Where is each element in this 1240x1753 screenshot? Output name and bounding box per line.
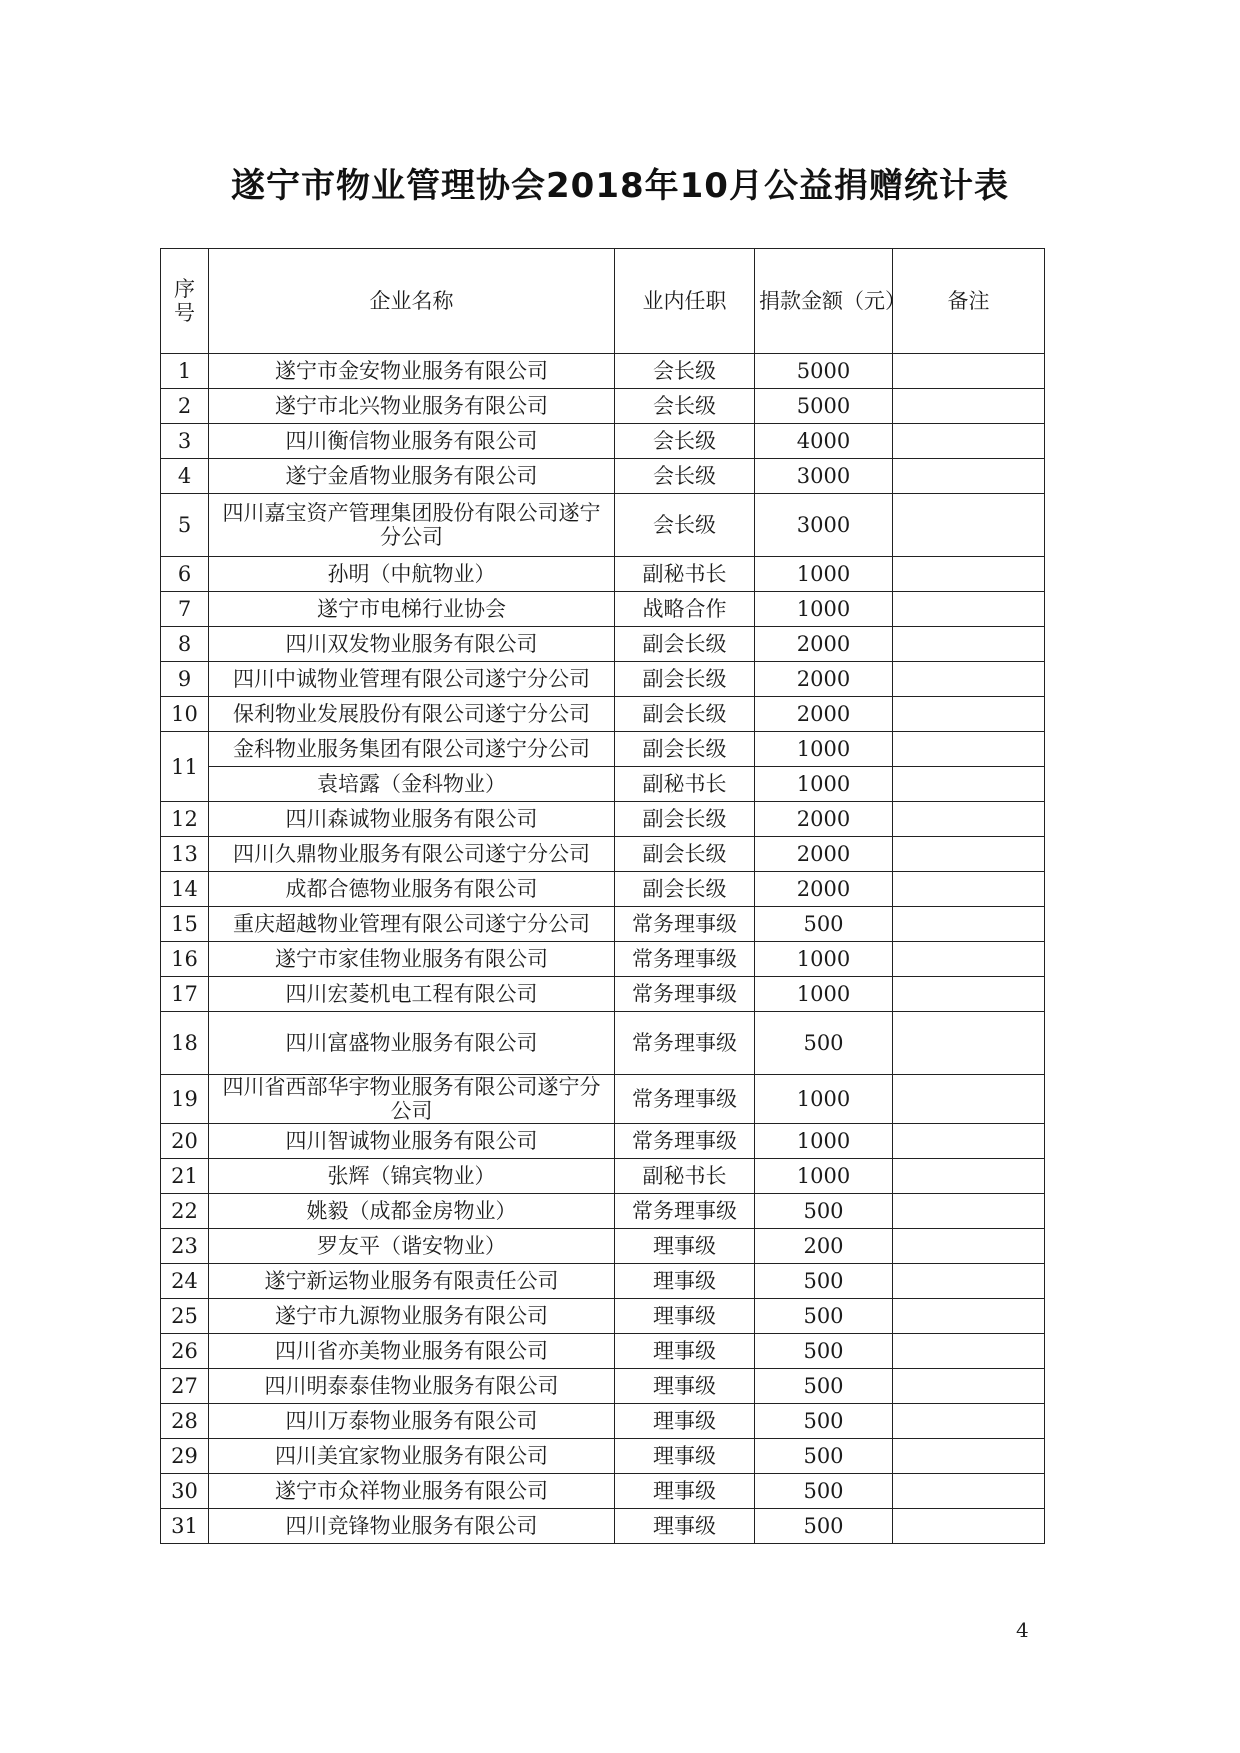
company-name-cell: 成都合德物业服务有限公司 (209, 872, 615, 907)
company-name-cell: 四川竞锋物业服务有限公司 (209, 1509, 615, 1544)
header-amount: 捐款金额（元） (755, 249, 893, 354)
note-cell (893, 1012, 1045, 1075)
seq-cell: 7 (161, 592, 209, 627)
note-cell (893, 1075, 1045, 1124)
seq-cell: 28 (161, 1404, 209, 1439)
note-cell (893, 1264, 1045, 1299)
amount-cell: 500 (755, 1509, 893, 1544)
note-cell (893, 732, 1045, 767)
seq-cell: 8 (161, 627, 209, 662)
company-name-cell: 姚毅（成都金房物业） (209, 1194, 615, 1229)
seq-cell: 5 (161, 494, 209, 557)
seq-cell: 24 (161, 1264, 209, 1299)
seq-cell: 6 (161, 557, 209, 592)
company-name-cell: 遂宁市电梯行业协会 (209, 592, 615, 627)
seq-cell: 4 (161, 459, 209, 494)
company-name-cell: 四川宏菱机电工程有限公司 (209, 977, 615, 1012)
table-row (161, 1369, 1045, 1404)
header-company-name: 企业名称 (209, 249, 615, 354)
company-name-cell: 遂宁市北兴物业服务有限公司 (209, 389, 615, 424)
header-role: 业内任职 (615, 249, 755, 354)
role-cell: 副秘书长 (615, 557, 755, 592)
table-row (161, 389, 1045, 424)
table-row (161, 1012, 1045, 1075)
seq-cell: 2 (161, 389, 209, 424)
donation-table (160, 248, 1045, 1544)
page-title: 遂宁市物业管理协会2018年10月公益捐赠统计表 (231, 166, 1009, 206)
table-row (161, 1404, 1045, 1439)
table-row (161, 1509, 1045, 1544)
role-cell: 副秘书长 (615, 1159, 755, 1194)
amount-cell: 500 (755, 1299, 893, 1334)
company-name-cell: 四川富盛物业服务有限公司 (209, 1012, 615, 1075)
company-name-cell: 四川中诚物业管理有限公司遂宁分公司 (209, 662, 615, 697)
amount-cell: 500 (755, 1194, 893, 1229)
company-name-cell: 遂宁市众祥物业服务有限公司 (209, 1474, 615, 1509)
note-cell (893, 1369, 1045, 1404)
seq-cell: 15 (161, 907, 209, 942)
company-name-cell: 袁培露（金科物业） (209, 767, 615, 802)
table-row (161, 732, 1045, 767)
amount-cell: 500 (755, 1369, 893, 1404)
role-cell: 会长级 (615, 494, 755, 557)
page-number: 4 (1016, 1618, 1029, 1642)
table-row (161, 494, 1045, 557)
table-row (161, 1194, 1045, 1229)
table-row (161, 872, 1045, 907)
company-name-cell: 金科物业服务集团有限公司遂宁分公司 (209, 732, 615, 767)
note-cell (893, 627, 1045, 662)
table-header-row (161, 249, 1045, 354)
seq-cell: 31 (161, 1509, 209, 1544)
amount-cell: 1000 (755, 1159, 893, 1194)
seq-cell: 18 (161, 1012, 209, 1075)
table-row (161, 1229, 1045, 1264)
role-cell: 常务理事级 (615, 1075, 755, 1124)
table-row (161, 592, 1045, 627)
role-cell: 副会长级 (615, 837, 755, 872)
note-cell (893, 1229, 1045, 1264)
company-name-cell: 遂宁新运物业服务有限责任公司 (209, 1264, 615, 1299)
role-cell: 理事级 (615, 1369, 755, 1404)
amount-cell: 1000 (755, 767, 893, 802)
company-name-cell: 遂宁市金安物业服务有限公司 (209, 354, 615, 389)
note-cell (893, 1509, 1045, 1544)
note-cell (893, 1299, 1045, 1334)
note-cell (893, 872, 1045, 907)
table-row (161, 802, 1045, 837)
company-name-cell: 四川智诚物业服务有限公司 (209, 1124, 615, 1159)
table-row (161, 1474, 1045, 1509)
header-seq: 序号 (161, 249, 209, 354)
amount-cell: 1000 (755, 942, 893, 977)
role-cell: 副会长级 (615, 627, 755, 662)
seq-cell: 17 (161, 977, 209, 1012)
seq-cell: 21 (161, 1159, 209, 1194)
seq-cell: 14 (161, 872, 209, 907)
amount-cell: 2000 (755, 837, 893, 872)
note-cell (893, 1124, 1045, 1159)
amount-cell: 4000 (755, 424, 893, 459)
amount-cell: 5000 (755, 354, 893, 389)
amount-cell: 500 (755, 1439, 893, 1474)
company-name-cell: 四川省西部华宇物业服务有限公司遂宁分公司 (209, 1075, 615, 1124)
company-name-cell: 保利物业发展股份有限公司遂宁分公司 (209, 697, 615, 732)
amount-cell: 5000 (755, 389, 893, 424)
role-cell: 理事级 (615, 1334, 755, 1369)
seq-cell: 11 (161, 732, 209, 802)
amount-cell: 500 (755, 1264, 893, 1299)
role-cell: 理事级 (615, 1299, 755, 1334)
note-cell (893, 1474, 1045, 1509)
role-cell: 理事级 (615, 1264, 755, 1299)
seq-cell: 23 (161, 1229, 209, 1264)
role-cell: 副秘书长 (615, 767, 755, 802)
note-cell (893, 1439, 1045, 1474)
role-cell: 副会长级 (615, 662, 755, 697)
company-name-cell: 罗友平（谐安物业） (209, 1229, 615, 1264)
note-cell (893, 1334, 1045, 1369)
note-cell (893, 697, 1045, 732)
seq-cell: 20 (161, 1124, 209, 1159)
table-row (161, 977, 1045, 1012)
company-name-cell: 遂宁市家佳物业服务有限公司 (209, 942, 615, 977)
table-row (161, 1334, 1045, 1369)
table-row (161, 459, 1045, 494)
seq-cell: 9 (161, 662, 209, 697)
table-row (161, 557, 1045, 592)
note-cell (893, 557, 1045, 592)
table-row (161, 837, 1045, 872)
table-row (161, 627, 1045, 662)
role-cell: 副会长级 (615, 872, 755, 907)
company-name-cell: 重庆超越物业管理有限公司遂宁分公司 (209, 907, 615, 942)
company-name-cell: 四川双发物业服务有限公司 (209, 627, 615, 662)
role-cell: 副会长级 (615, 697, 755, 732)
role-cell: 会长级 (615, 354, 755, 389)
role-cell: 战略合作 (615, 592, 755, 627)
role-cell: 常务理事级 (615, 907, 755, 942)
note-cell (893, 767, 1045, 802)
amount-cell: 500 (755, 1404, 893, 1439)
role-cell: 会长级 (615, 424, 755, 459)
seq-cell: 19 (161, 1075, 209, 1124)
seq-cell: 16 (161, 942, 209, 977)
note-cell (893, 494, 1045, 557)
company-name-cell: 四川衡信物业服务有限公司 (209, 424, 615, 459)
amount-cell: 1000 (755, 977, 893, 1012)
company-name-cell: 孙明（中航物业） (209, 557, 615, 592)
role-cell: 理事级 (615, 1509, 755, 1544)
header-note: 备注 (893, 249, 1045, 354)
role-cell: 常务理事级 (615, 1194, 755, 1229)
amount-cell: 1000 (755, 732, 893, 767)
note-cell (893, 1404, 1045, 1439)
table-body (161, 354, 1045, 1544)
role-cell: 常务理事级 (615, 1124, 755, 1159)
seq-cell: 10 (161, 697, 209, 732)
role-cell: 理事级 (615, 1474, 755, 1509)
note-cell (893, 942, 1045, 977)
amount-cell: 500 (755, 1474, 893, 1509)
amount-cell: 2000 (755, 627, 893, 662)
company-name-cell: 遂宁金盾物业服务有限公司 (209, 459, 615, 494)
note-cell (893, 977, 1045, 1012)
note-cell (893, 907, 1045, 942)
seq-cell: 12 (161, 802, 209, 837)
amount-cell: 2000 (755, 802, 893, 837)
table-row (161, 1299, 1045, 1334)
seq-cell: 25 (161, 1299, 209, 1334)
company-name-cell: 四川森诚物业服务有限公司 (209, 802, 615, 837)
company-name-cell: 四川美宜家物业服务有限公司 (209, 1439, 615, 1474)
note-cell (893, 662, 1045, 697)
role-cell: 理事级 (615, 1404, 755, 1439)
table-row (161, 354, 1045, 389)
role-cell: 副会长级 (615, 732, 755, 767)
company-name-cell: 四川明泰泰佳物业服务有限公司 (209, 1369, 615, 1404)
role-cell: 常务理事级 (615, 977, 755, 1012)
company-name-cell: 四川省亦美物业服务有限公司 (209, 1334, 615, 1369)
seq-cell: 13 (161, 837, 209, 872)
role-cell: 理事级 (615, 1439, 755, 1474)
amount-cell: 3000 (755, 494, 893, 557)
table-row (161, 424, 1045, 459)
role-cell: 常务理事级 (615, 942, 755, 977)
seq-cell: 29 (161, 1439, 209, 1474)
table-row (161, 907, 1045, 942)
seq-cell: 26 (161, 1334, 209, 1369)
amount-cell: 2000 (755, 662, 893, 697)
note-cell (893, 459, 1045, 494)
table-row (161, 1439, 1045, 1474)
note-cell (893, 802, 1045, 837)
table-row (161, 1075, 1045, 1124)
note-cell (893, 1194, 1045, 1229)
company-name-cell: 四川久鼎物业服务有限公司遂宁分公司 (209, 837, 615, 872)
role-cell: 常务理事级 (615, 1012, 755, 1075)
amount-cell: 1000 (755, 1075, 893, 1124)
seq-cell: 22 (161, 1194, 209, 1229)
table-row (161, 1124, 1045, 1159)
amount-cell: 2000 (755, 697, 893, 732)
note-cell (893, 354, 1045, 389)
amount-cell: 500 (755, 1012, 893, 1075)
amount-cell: 1000 (755, 1124, 893, 1159)
amount-cell: 2000 (755, 872, 893, 907)
seq-cell: 27 (161, 1369, 209, 1404)
amount-cell: 1000 (755, 592, 893, 627)
company-name-cell: 遂宁市九源物业服务有限公司 (209, 1299, 615, 1334)
amount-cell: 3000 (755, 459, 893, 494)
table-row (161, 662, 1045, 697)
note-cell (893, 592, 1045, 627)
role-cell: 会长级 (615, 459, 755, 494)
role-cell: 理事级 (615, 1229, 755, 1264)
company-name-cell: 张辉（锦宾物业） (209, 1159, 615, 1194)
table-row (161, 697, 1045, 732)
amount-cell: 500 (755, 1334, 893, 1369)
amount-cell: 1000 (755, 557, 893, 592)
amount-cell: 200 (755, 1229, 893, 1264)
role-cell: 会长级 (615, 389, 755, 424)
company-name-cell: 四川嘉宝资产管理集团股份有限公司遂宁分公司 (209, 494, 615, 557)
table-row (161, 1159, 1045, 1194)
note-cell (893, 837, 1045, 872)
amount-cell: 500 (755, 907, 893, 942)
note-cell (893, 389, 1045, 424)
role-cell: 副会长级 (615, 802, 755, 837)
note-cell (893, 1159, 1045, 1194)
seq-cell: 1 (161, 354, 209, 389)
note-cell (893, 424, 1045, 459)
company-name-cell: 四川万泰物业服务有限公司 (209, 1404, 615, 1439)
seq-cell: 30 (161, 1474, 209, 1509)
table-row (161, 767, 1045, 802)
seq-cell: 3 (161, 424, 209, 459)
table-row (161, 1264, 1045, 1299)
table-row (161, 942, 1045, 977)
